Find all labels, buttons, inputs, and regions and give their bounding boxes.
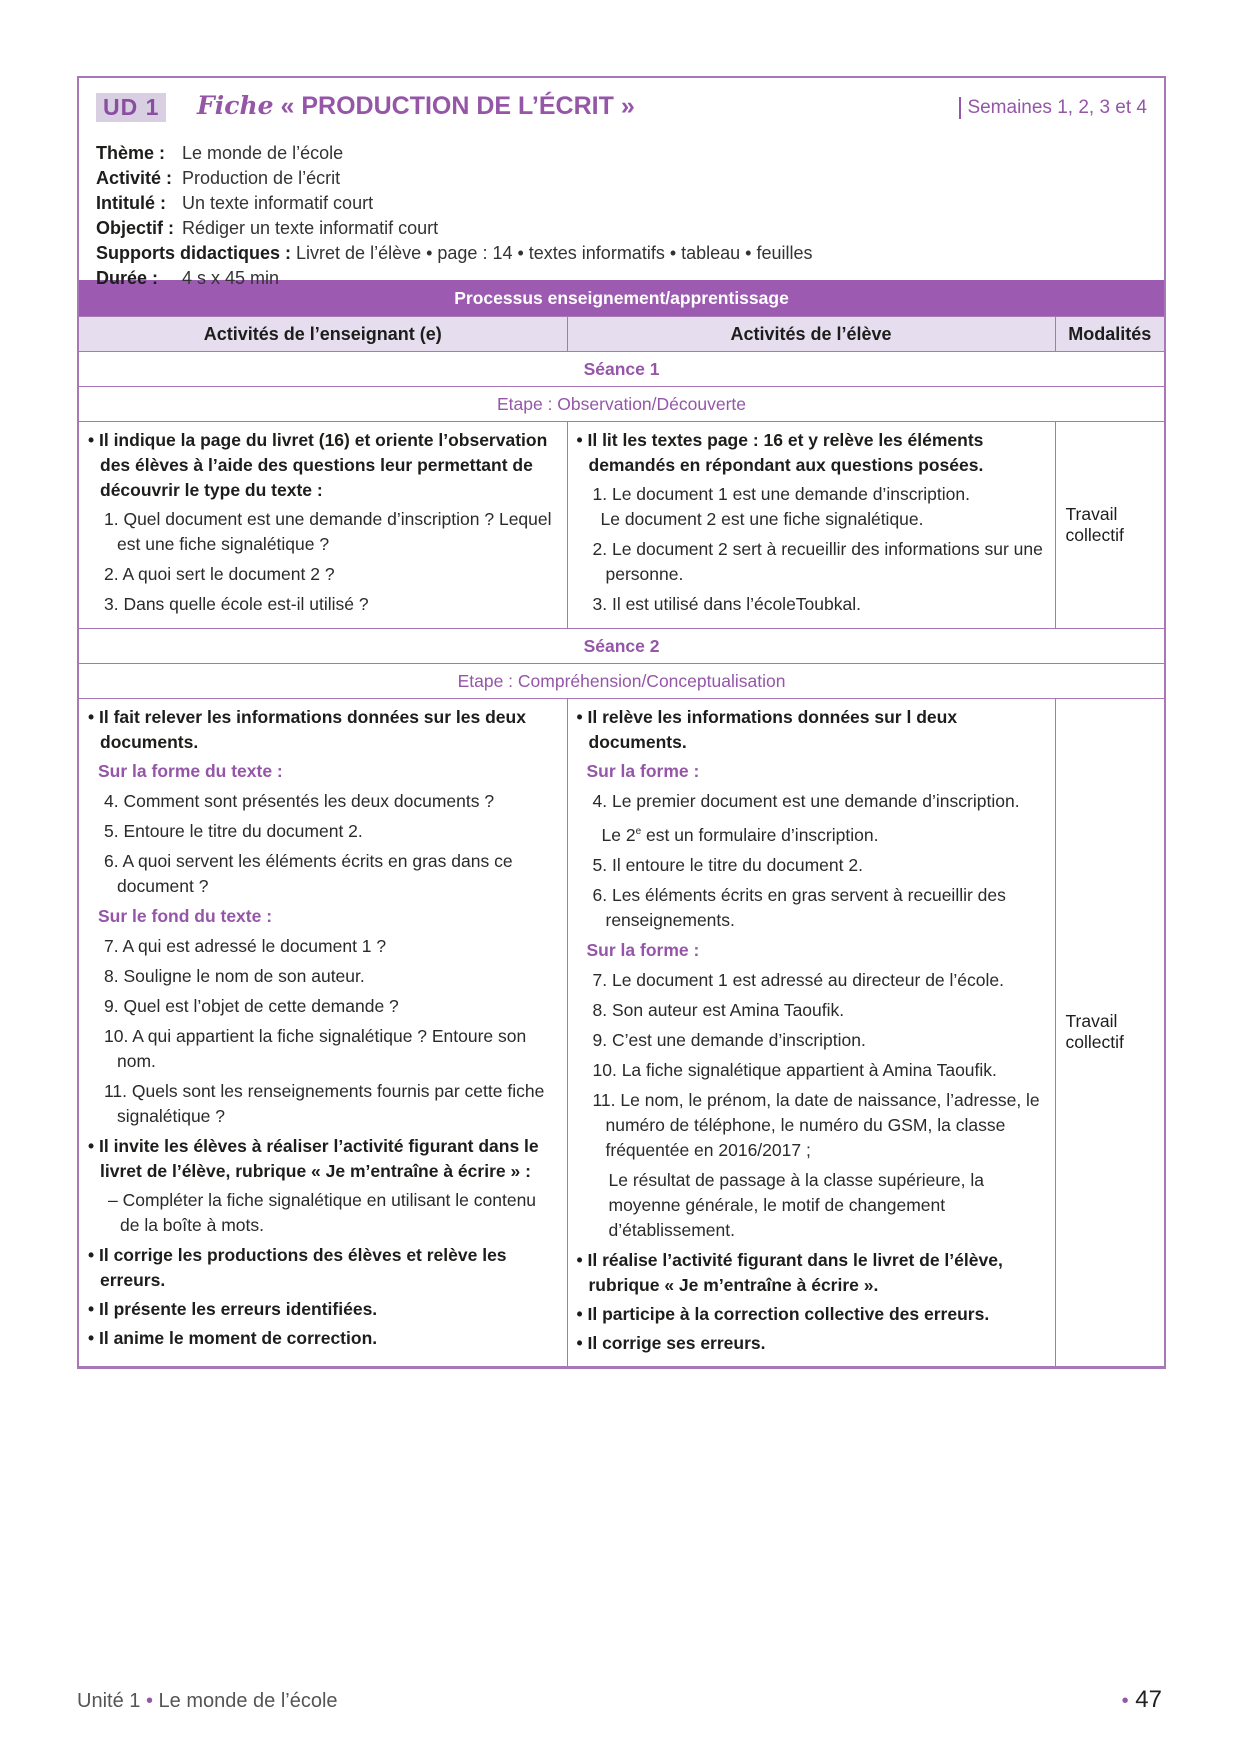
question-item: 5. Entoure le titre du document 2. bbox=[104, 821, 363, 841]
seance-2-title: Séance 2 bbox=[79, 629, 1164, 664]
question-item: 6. A quoi servent les éléments écrits en gras dans ce document ? bbox=[104, 851, 513, 896]
info-row-theme: Thème : Le monde de l’école bbox=[96, 143, 344, 163]
question-item: 2. A quoi sert le document 2 ? bbox=[104, 564, 335, 584]
question-item: 7. A qui est adressé le document 1 ? bbox=[104, 936, 387, 956]
answer-item: 10. La fiche signalétique appartient à Amina Taoufik. bbox=[592, 1059, 997, 1080]
page-number-value: 47 bbox=[1135, 1686, 1162, 1713]
answer-item: 1. Le document 1 est une demande d’inscription. bbox=[592, 484, 970, 504]
bullet-item: • Il anime le moment de correction. bbox=[88, 1328, 378, 1348]
footer-theme: Le monde de l’école bbox=[158, 1690, 338, 1712]
answer-item: 6. Les éléments écrits en gras servent à recueillir des renseignements. bbox=[592, 884, 1006, 930]
section-subtitle: Sur la forme du texte : bbox=[98, 761, 283, 781]
info-block bbox=[96, 141, 813, 291]
answer-item: Le 2e est un formulaire d’inscription. bbox=[601, 824, 879, 845]
bullet-item: • Il lit les textes page : 16 et y relève les éléments demandés en répondant aux questions posées. bbox=[576, 430, 984, 475]
col-student-header: Activités de l’élève bbox=[567, 317, 1055, 352]
seance-2-modalite: Travail collectif bbox=[1055, 699, 1164, 1367]
bullet-item: • Il réalise l’activité figurant dans le livret de l’élève, rubrique « Je m’entraîne à écrire ». bbox=[576, 1249, 1003, 1295]
seance-2-etape: Etape : Compréhension/Conceptualisation bbox=[79, 664, 1164, 699]
fiche-word: Fiche bbox=[197, 91, 274, 120]
seance-1-title: Séance 1 bbox=[79, 352, 1164, 387]
section-subtitle: Sur la forme : bbox=[586, 761, 700, 781]
question-item: 1. Quel document est une demande d’inscription ? Lequel est une fiche signalétique ? bbox=[104, 509, 552, 554]
answer-item: 5. Il entoure le titre du document 2. bbox=[592, 854, 863, 875]
bullet-item: • Il corrige ses erreurs. bbox=[576, 1332, 766, 1353]
unit-badge: UD 1 bbox=[96, 93, 166, 122]
question-item: 9. Quel est l’objet de cette demande ? bbox=[104, 996, 399, 1016]
footer-unit bbox=[77, 1690, 338, 1713]
page-bullet: • bbox=[1121, 1690, 1129, 1712]
sheet-title-text: « PRODUCTION DE L’ÉCRIT » bbox=[280, 92, 635, 120]
seance-2-teacher-cell bbox=[79, 699, 567, 1367]
sheet-header bbox=[79, 78, 1164, 288]
bullet-item: • Il invite les élèves à réaliser l’activité figurant dans le livret de l’élève, rubrique « Je m’entraîne à écrire » : bbox=[88, 1136, 539, 1181]
bullet-item: • Il relève les informations données sur l deux documents. bbox=[576, 707, 958, 752]
seance-1-teacher-cell bbox=[79, 422, 567, 629]
answer-item: 9. C’est une demande d’inscription. bbox=[592, 1029, 866, 1050]
col-modal-header: Modalités bbox=[1055, 317, 1164, 352]
info-row-activite: Activité : Production de l’écrit bbox=[96, 168, 341, 188]
info-row-objectif: Objectif : Rédiger un texte informatif court bbox=[96, 218, 439, 238]
info-row-supports: Supports didactiques : Livret de l’élève • page : 14 • textes informatifs • tableau • feuilles bbox=[96, 243, 813, 263]
section-subtitle: Sur le fond du texte : bbox=[98, 906, 273, 926]
footer-unit-label: Unité 1 bbox=[77, 1690, 141, 1712]
bullet-item: • Il corrige les productions des élèves et relève les erreurs. bbox=[88, 1245, 507, 1290]
info-row-intitule: Intitulé : Un texte informatif court bbox=[96, 193, 374, 213]
answer-item: 11. Le nom, le prénom, la date de naissance, l’adresse, le numéro de téléphone, le numéro du GSM, la classe fréquentée en 2016/2017 ; bbox=[592, 1089, 1040, 1160]
seance-2-student-cell bbox=[567, 699, 1055, 1367]
question-item: 8. Souligne le nom de son auteur. bbox=[104, 966, 365, 986]
question-item: 11. Quels sont les renseignements fournis par cette fiche signalétique ? bbox=[104, 1081, 545, 1126]
question-item: 3. Dans quelle école est-il utilisé ? bbox=[104, 594, 369, 614]
bullet-item: • Il fait relever les informations données sur les deux documents. bbox=[88, 707, 526, 752]
process-band: Processus enseignement/apprentissage bbox=[79, 280, 1164, 317]
bullet-item: • Il participe à la correction collective des erreurs. bbox=[576, 1303, 990, 1324]
weeks-label: Semaines 1, 2, 3 et 4 bbox=[959, 97, 1147, 119]
answer-item: 4. Le premier document est une demande d’inscription. bbox=[592, 791, 1020, 811]
info-row-duree: Durée : 4 s x 45 min bbox=[96, 268, 280, 288]
bullet-item: • Il indique la page du livret (16) et oriente l’observation des élèves à l’aide des questions leur permettant de découvrir le type du texte : bbox=[88, 430, 548, 500]
answer-item: Le document 2 est une fiche signalétique. bbox=[600, 509, 924, 529]
seance-1-student-cell bbox=[567, 422, 1055, 629]
bullet-item: • Il présente les erreurs identifiées. bbox=[88, 1299, 378, 1319]
question-item: 10. A qui appartient la fiche signalétique ? Entoure son nom. bbox=[104, 1026, 527, 1071]
col-teacher-header: Activités de l’enseignant (e) bbox=[79, 317, 567, 352]
dash-item: – Compléter la fiche signalétique en utilisant le contenu de la boîte à mots. bbox=[108, 1190, 537, 1235]
lesson-sheet bbox=[77, 76, 1166, 1369]
process-table bbox=[79, 280, 1164, 1367]
seance-1-etape: Etape : Observation/Découverte bbox=[79, 387, 1164, 422]
answer-item: 3. Il est utilisé dans l’écoleToubkal. bbox=[592, 594, 861, 614]
answer-item: Le résultat de passage à la classe supérieure, la moyenne générale, le motif de changement d’établissement. bbox=[608, 1169, 985, 1240]
sheet-title bbox=[197, 91, 635, 121]
seance-1-modalite: Travail collectif bbox=[1055, 422, 1164, 629]
question-item: 4. Comment sont présentés les deux documents ? bbox=[104, 791, 495, 811]
section-subtitle: Sur la forme : bbox=[586, 939, 700, 960]
answer-item: 7. Le document 1 est adressé au directeur de l’école. bbox=[592, 969, 1004, 990]
answer-item: 2. Le document 2 sert à recueillir des informations sur une personne. bbox=[592, 539, 1043, 584]
page-number bbox=[1122, 1686, 1162, 1714]
footer-bullet: • bbox=[145, 1690, 153, 1712]
answer-item: 8. Son auteur est Amina Taoufik. bbox=[592, 999, 845, 1020]
